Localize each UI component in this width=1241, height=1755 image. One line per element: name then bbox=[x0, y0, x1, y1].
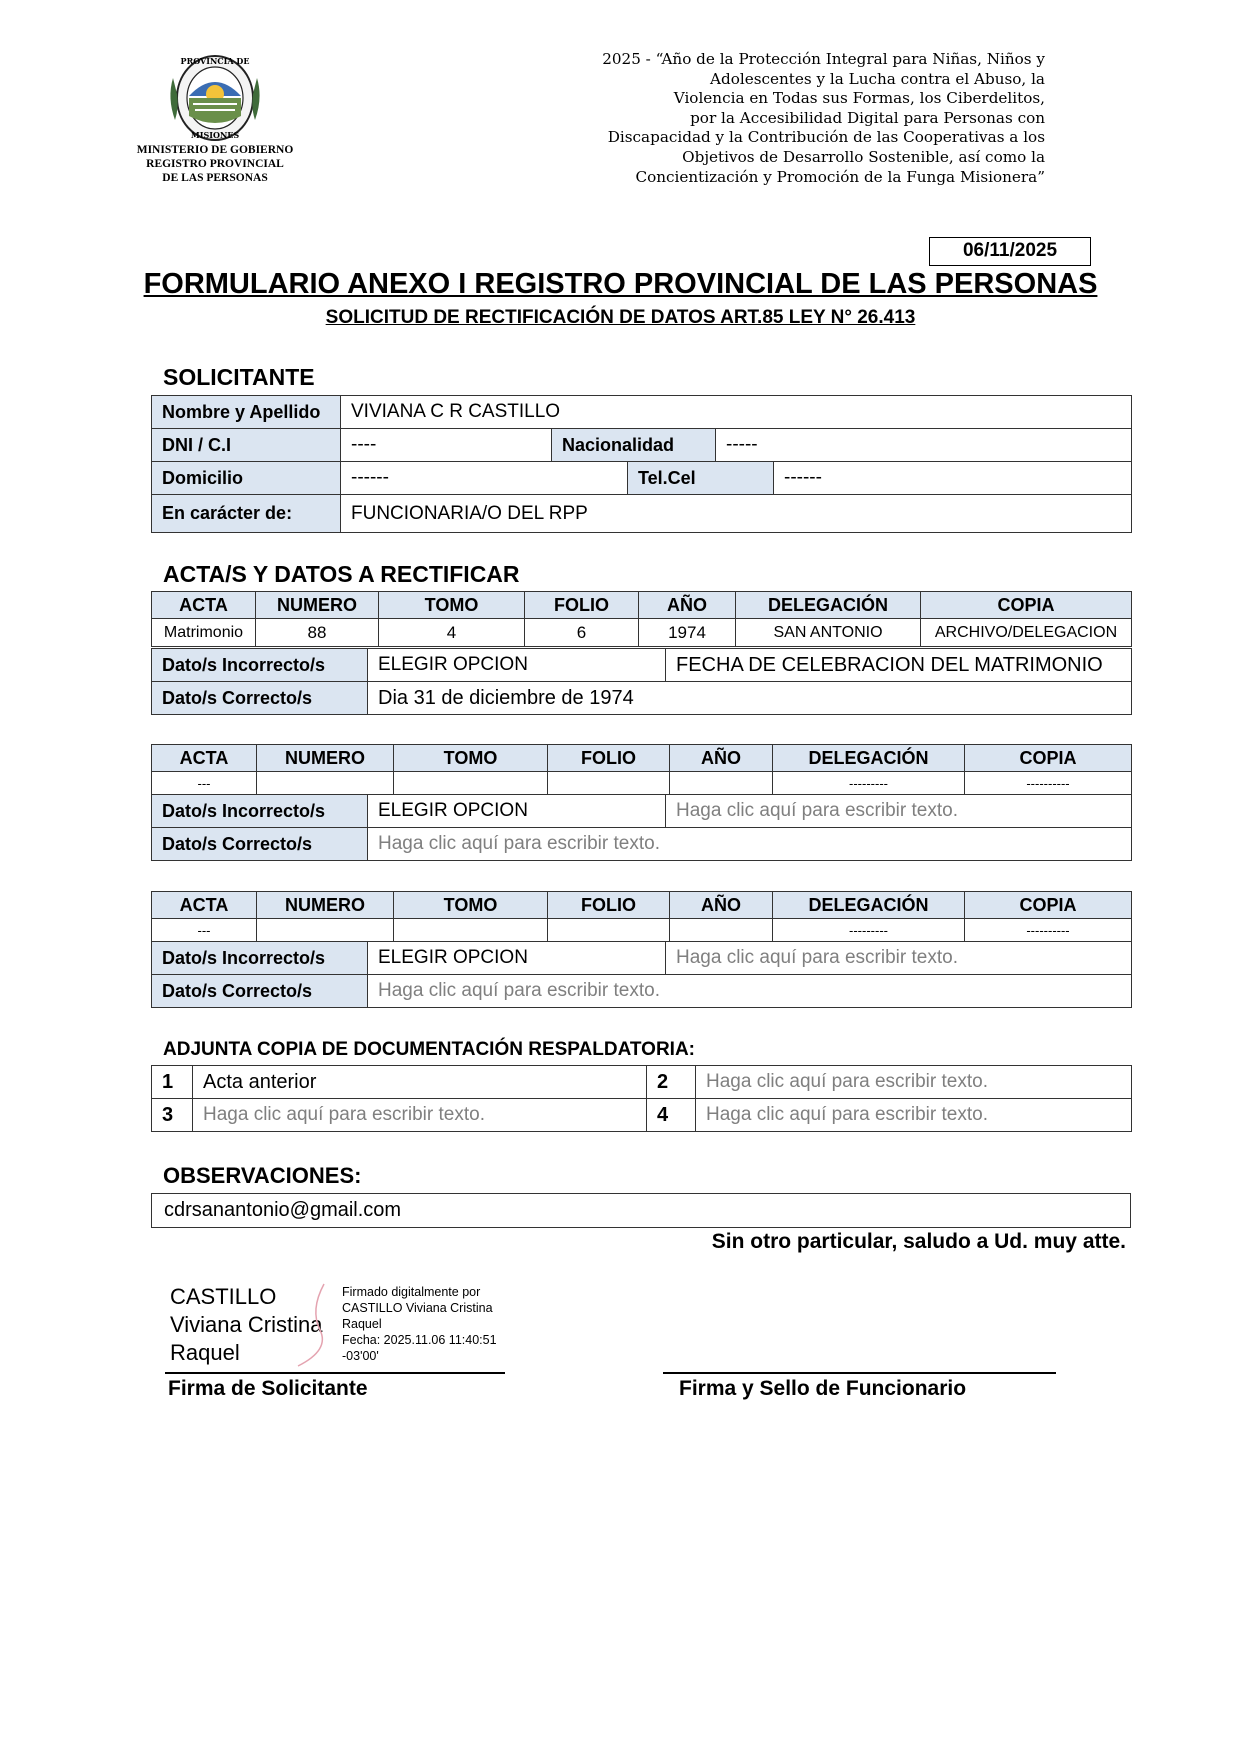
solicitante-heading: SOLICITANTE bbox=[163, 364, 315, 390]
numero-cell[interactable] bbox=[257, 772, 394, 795]
anio-cell[interactable] bbox=[670, 919, 773, 942]
correct-label: Dato/s Correcto/s bbox=[152, 975, 368, 1008]
delegacion-cell[interactable]: SAN ANTONIO bbox=[736, 619, 921, 647]
option-select[interactable]: ELEGIR OPCION bbox=[368, 942, 666, 975]
adjunta-field[interactable]: Haga clic aquí para escribir texto. bbox=[696, 1099, 1132, 1132]
incorrect-label: Dato/s Incorrecto/s bbox=[152, 649, 368, 682]
signer-name: CASTILLO Viviana Cristina Raquel bbox=[170, 1284, 323, 1365]
incorrect-field[interactable]: FECHA DE CELEBRACION DEL MATRIMONIO bbox=[666, 649, 1132, 682]
tomo-cell[interactable] bbox=[394, 772, 548, 795]
acta-block-2-data bbox=[151, 794, 1132, 861]
anio-cell[interactable]: 1974 bbox=[639, 619, 736, 647]
adjunta-heading: ADJUNTA COPIA DE DOCUMENTACIÓN RESPALDATORIA: bbox=[163, 1039, 695, 1060]
adjunta-num: 4 bbox=[647, 1099, 696, 1132]
copia-cell[interactable]: ---------- bbox=[965, 772, 1132, 795]
col-folio: FOLIO bbox=[548, 745, 670, 772]
telcel-field[interactable]: ------ bbox=[774, 462, 1132, 495]
folio-cell[interactable] bbox=[548, 772, 670, 795]
acta-cell[interactable]: Matrimonio bbox=[152, 619, 256, 647]
year-motto: 2025 - “Año de la Protección Integral para Niñas, Niños y Adolescentes y la Lucha contra el Abuso, la Violencia en Todas sus Formas, los Ciberdelitos, por la Accesibilidad Digital para Personas con Discapacidad y la Contribución de las Cooperativas a los Objetivos de Desarrollo Sostenible, así como la Concientización y Promoción de la Funga Misionera” bbox=[602, 50, 1045, 186]
col-folio: FOLIO bbox=[548, 892, 670, 919]
option-select[interactable]: ELEGIR OPCION bbox=[368, 795, 666, 828]
domicilio-label: Domicilio bbox=[152, 462, 341, 495]
col-anio: AÑO bbox=[639, 592, 736, 619]
folio-cell[interactable]: 6 bbox=[525, 619, 639, 647]
observaciones-field[interactable]: cdrsanantonio@gmail.com bbox=[152, 1194, 1131, 1228]
delegacion-cell[interactable]: --------- bbox=[773, 772, 965, 795]
col-copia: COPIA bbox=[921, 592, 1132, 619]
acta-block-1-data bbox=[151, 648, 1132, 715]
adjunta-num: 1 bbox=[152, 1066, 193, 1099]
col-numero: NUMERO bbox=[256, 592, 379, 619]
adjunta-num: 3 bbox=[152, 1099, 193, 1132]
correct-label: Dato/s Correcto/s bbox=[152, 682, 368, 715]
solicitante-table bbox=[151, 395, 1132, 533]
tomo-cell[interactable]: 4 bbox=[379, 619, 525, 647]
province-seal-logo bbox=[165, 48, 265, 143]
acta-block-2 bbox=[151, 744, 1132, 795]
closing-text: Sin otro particular, saludo a Ud. muy atte. bbox=[711, 1230, 1126, 1253]
col-folio: FOLIO bbox=[525, 592, 639, 619]
ministry-label: MINISTERIO DE GOBIERNO REGISTRO PROVINCIAL DE LAS PERSONAS bbox=[136, 144, 294, 184]
col-tomo: TOMO bbox=[394, 745, 548, 772]
col-numero: NUMERO bbox=[257, 745, 394, 772]
nombre-field[interactable]: VIVIANA C R CASTILLO bbox=[341, 396, 1132, 429]
col-anio: AÑO bbox=[670, 745, 773, 772]
col-delegacion: DELEGACIÓN bbox=[773, 745, 965, 772]
col-copia: COPIA bbox=[965, 745, 1132, 772]
incorrect-label: Dato/s Incorrecto/s bbox=[152, 942, 368, 975]
form-date[interactable]: 06/11/2025 bbox=[929, 237, 1091, 266]
copia-cell[interactable]: ARCHIVO/DELEGACION bbox=[921, 619, 1132, 647]
copia-cell[interactable]: ---------- bbox=[965, 919, 1132, 942]
correct-label: Dato/s Correcto/s bbox=[152, 828, 368, 861]
acta-cell[interactable]: --- bbox=[152, 919, 257, 942]
col-tomo: TOMO bbox=[379, 592, 525, 619]
seal-ring-text-top: PROVINCIA DE bbox=[180, 56, 250, 66]
anio-cell[interactable] bbox=[670, 772, 773, 795]
solicitante-signature-label: Firma de Solicitante bbox=[168, 1377, 368, 1400]
adjunta-num: 2 bbox=[647, 1066, 696, 1099]
correct-field[interactable]: Haga clic aquí para escribir texto. bbox=[368, 828, 1132, 861]
incorrect-field[interactable]: Haga clic aquí para escribir texto. bbox=[666, 942, 1132, 975]
seal-ring-text-bottom: MISIONES bbox=[190, 130, 240, 140]
numero-cell[interactable] bbox=[257, 919, 394, 942]
col-acta: ACTA bbox=[152, 745, 257, 772]
form-subtitle: SOLICITUD DE RECTIFICACIÓN DE DATOS ART.85 LEY N° 26.413 bbox=[325, 307, 916, 328]
col-acta: ACTA bbox=[152, 892, 257, 919]
digital-signature-info: Firmado digitalmente por CASTILLO Viviana Cristina Raquel Fecha: 2025.11.06 11:40:51 -03'00' bbox=[342, 1285, 497, 1363]
caracter-field[interactable]: FUNCIONARIA/O DEL RPP bbox=[341, 495, 1132, 533]
nombre-label: Nombre y Apellido bbox=[152, 396, 341, 429]
acta-block-3 bbox=[151, 891, 1132, 942]
acta-block-1 bbox=[151, 591, 1132, 647]
funcionario-signature-line bbox=[663, 1372, 1056, 1374]
col-numero: NUMERO bbox=[257, 892, 394, 919]
incorrect-label: Dato/s Incorrecto/s bbox=[152, 795, 368, 828]
tomo-cell[interactable] bbox=[394, 919, 548, 942]
col-tomo: TOMO bbox=[394, 892, 548, 919]
acta-cell[interactable]: --- bbox=[152, 772, 257, 795]
delegacion-cell[interactable]: --------- bbox=[773, 919, 965, 942]
col-delegacion: DELEGACIÓN bbox=[736, 592, 921, 619]
caracter-label: En carácter de: bbox=[152, 495, 341, 533]
actas-heading: ACTA/S Y DATOS A RECTIFICAR bbox=[163, 561, 520, 587]
acta-block-3-data bbox=[151, 941, 1132, 1008]
dni-field[interactable]: ---- bbox=[341, 429, 552, 462]
adjunta-table bbox=[151, 1065, 1132, 1132]
adjunta-field[interactable]: Haga clic aquí para escribir texto. bbox=[696, 1066, 1132, 1099]
col-delegacion: DELEGACIÓN bbox=[773, 892, 965, 919]
col-acta: ACTA bbox=[152, 592, 256, 619]
funcionario-signature-label: Firma y Sello de Funcionario bbox=[679, 1377, 967, 1400]
telcel-label: Tel.Cel bbox=[628, 462, 774, 495]
domicilio-field[interactable]: ------ bbox=[341, 462, 628, 495]
incorrect-field[interactable]: Haga clic aquí para escribir texto. bbox=[666, 795, 1132, 828]
signature-mark-icon bbox=[290, 1280, 340, 1370]
col-anio: AÑO bbox=[670, 892, 773, 919]
observaciones-table bbox=[151, 1193, 1131, 1228]
correct-field[interactable]: Dia 31 de diciembre de 1974 bbox=[368, 682, 1132, 715]
observaciones-heading: OBSERVACIONES: bbox=[163, 1163, 362, 1188]
nacionalidad-label: Nacionalidad bbox=[552, 429, 716, 462]
solicitante-signature-line bbox=[165, 1372, 505, 1374]
option-select[interactable]: ELEGIR OPCION bbox=[368, 649, 666, 682]
nacionalidad-field[interactable]: ----- bbox=[716, 429, 1132, 462]
adjunta-field[interactable]: Acta anterior bbox=[193, 1066, 647, 1099]
form-title: FORMULARIO ANEXO I REGISTRO PROVINCIAL DE LAS PERSONAS bbox=[143, 268, 1098, 300]
col-copia: COPIA bbox=[965, 892, 1132, 919]
correct-field[interactable]: Haga clic aquí para escribir texto. bbox=[368, 975, 1132, 1008]
dni-label: DNI / C.I bbox=[152, 429, 341, 462]
folio-cell[interactable] bbox=[548, 919, 670, 942]
adjunta-field[interactable]: Haga clic aquí para escribir texto. bbox=[193, 1099, 647, 1132]
numero-cell[interactable]: 88 bbox=[256, 619, 379, 647]
